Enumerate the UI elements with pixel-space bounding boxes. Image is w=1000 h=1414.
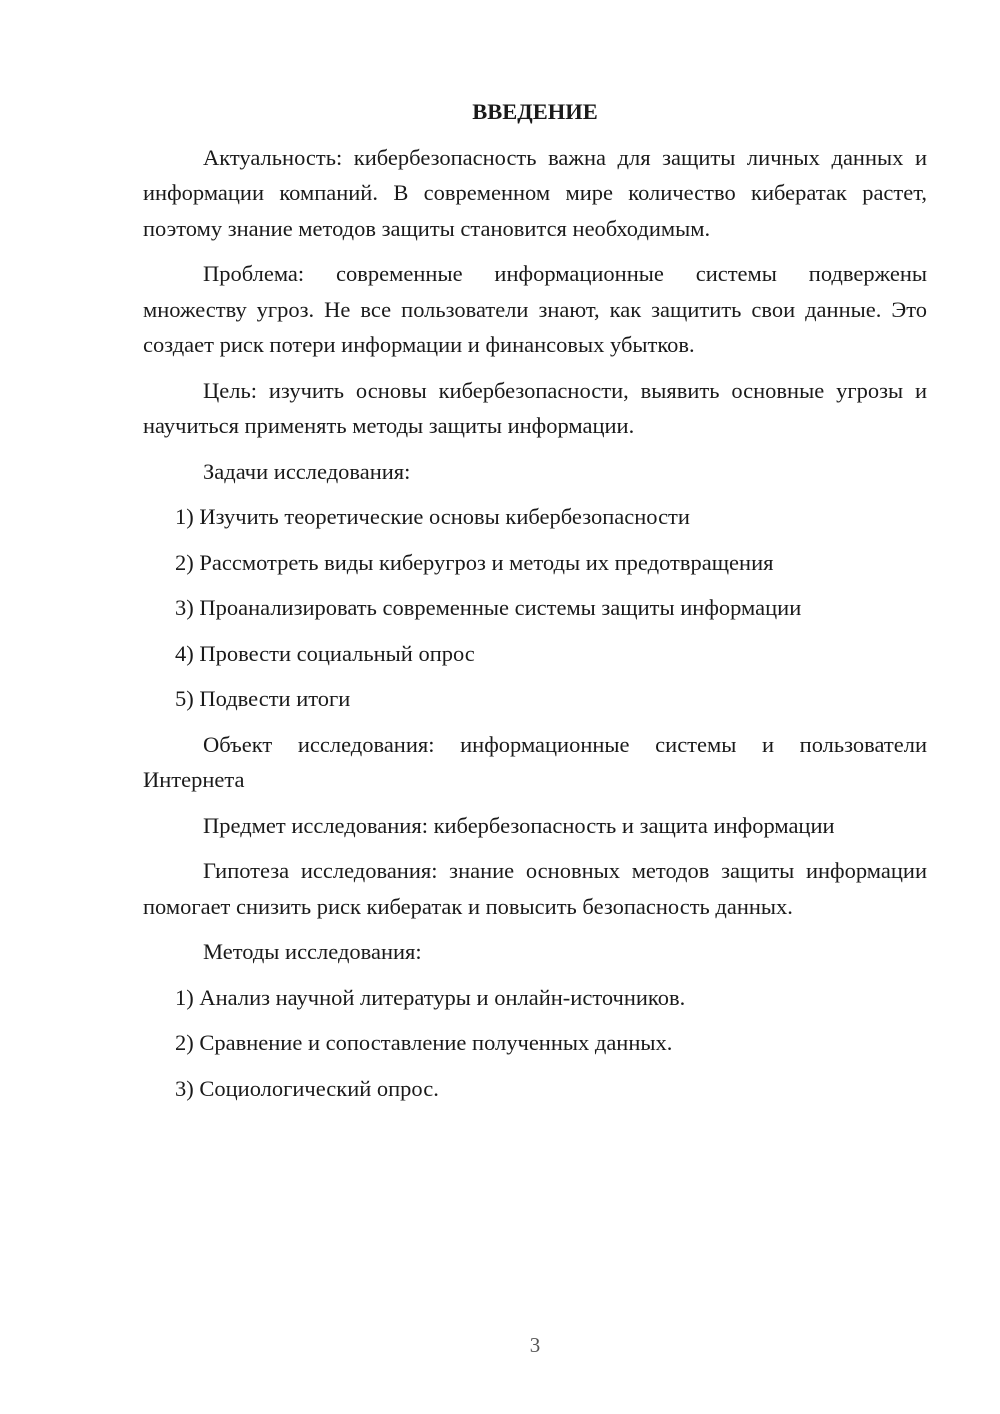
list-item: 1) Изучить теоретические основы кибербезопасности (175, 504, 690, 529)
list-item: 1) Анализ научной литературы и онлайн-источников. (175, 984, 686, 1010)
list-item: 3) Проанализировать современные системы защиты информации (175, 595, 802, 620)
section-heading: ВВЕДЕНИЕ (472, 99, 598, 124)
problem-paragraph: Проблема: современные информационные системы подвержены множеству угроз. Не все пользователи знают, как защитить свои данные. Это создает риск потери информации и финансовых убытков. (143, 261, 927, 357)
list-item: 5) Подвести итоги (175, 686, 351, 711)
methods-list (143, 980, 927, 1107)
methods-label: Методы исследования: (203, 939, 422, 964)
object-paragraph: Объект исследования: информационные системы и пользователи Интернета (143, 731, 927, 792)
page-number: 3 (529, 1333, 541, 1357)
tasks-list (143, 499, 927, 717)
goal-paragraph: Цель: изучить основы кибербезопасности, выявить основные угрозы и научиться применять методы защиты информации. (143, 377, 927, 438)
tasks-label: Задачи исследования: (203, 458, 411, 484)
list-item: 4) Провести социальный опрос (175, 640, 475, 666)
hypothesis-paragraph: Гипотеза исследования: знание основных методов защиты информации помогает снизить риск кибератак и повысить безопасность данных. (143, 858, 927, 919)
subject-paragraph: Предмет исследования: кибербезопасность и защита информации (203, 812, 835, 838)
relevance-paragraph: Актуальность: кибербезопасность важна для защиты личных данных и информации компаний. В современном мире количество кибератак растет, поэтому знание методов защиты становится необходимым. (143, 144, 927, 241)
list-item: 2) Рассмотреть виды киберугроз и методы их предотвращения (175, 549, 774, 575)
list-item: 2) Сравнение и сопоставление полученных данных. (175, 1030, 673, 1055)
page-content (143, 94, 927, 1116)
list-item: 3) Социологический опрос. (175, 1075, 439, 1101)
